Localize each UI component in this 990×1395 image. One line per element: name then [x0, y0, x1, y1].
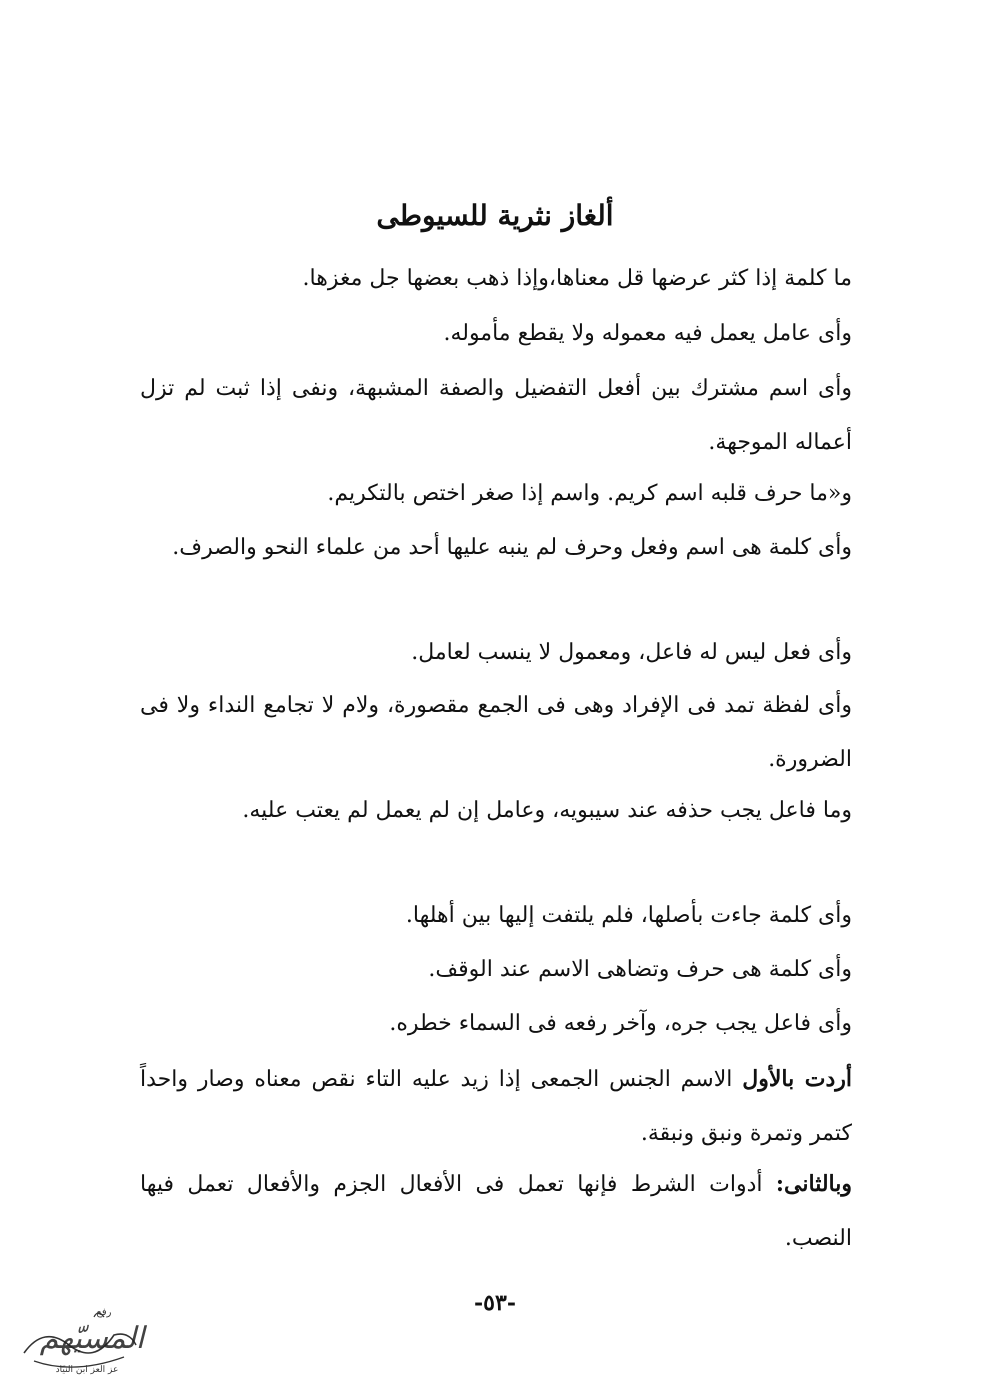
paragraph-7: وأى لفظة تمد فى الإفراد وهى فى الجمع مقصورة، ولام لا تجامع النداء ولا فى الضرورة.	[140, 693, 852, 772]
paragraph-1: ما كلمة إذا كثر عرضها قل معناها،وإذا ذهب بعضها جل مغزها.	[302, 266, 852, 291]
paragraph-12-lead: أردت بالأول	[742, 1066, 852, 1092]
page-number: -٥٣-	[474, 1290, 516, 1316]
paragraph-12-body: الاسم الجنس الجمعى إذا زيد عليه التاء نقص معناه وصار واحداً كتمر وتمرة ونبق ونبقة.	[140, 1067, 852, 1146]
paragraph-2: وأى عامل يعمل فيه معموله ولا يقطع مأموله.	[443, 321, 852, 346]
paragraph-13-lead: وبالثانى:	[775, 1171, 852, 1197]
page-title: ألغاز نثرية للسيوطى	[376, 199, 614, 232]
paragraph-13	[140, 1157, 852, 1266]
paragraph-12	[140, 1052, 852, 1161]
paragraph-3: وأى اسم مشترك بين أفعل التفضيل والصفة المشبهة، ونفى إذا ثبت لم تزل أعماله الموجهة.	[140, 376, 852, 455]
watermark-top-text: رفع	[96, 1307, 112, 1318]
paragraph-4: و«ما حرف قلبه اسم كريم. واسم إذا صغر اختص بالتكريم.	[327, 481, 852, 506]
watermark-logo	[14, 1305, 144, 1385]
paragraph-11: وأى فاعل يجب جره، وآخر رفعه فى السماء خطره.	[389, 1011, 852, 1036]
watermark-main-text: المسيّهم	[39, 1321, 145, 1356]
paragraph-8: وما فاعل يجب حذفه عند سيبويه، وعامل إن لم يعمل لم يعتب عليه.	[242, 798, 852, 823]
paragraph-6: وأى فعل ليس له فاعل، ومعمول لا ينسب لعامل.	[411, 640, 852, 665]
watermark-sub-text: عز العز ابن النيّاد	[55, 1365, 119, 1375]
paragraph-10: وأى كلمة هى حرف وتضاهى الاسم عند الوقف.	[428, 957, 852, 982]
paragraph-9: وأى كلمة جاءت بأصلها، فلم يلتفت إليها بين أهلها.	[405, 903, 852, 928]
paragraph-5: وأى كلمة هى اسم وفعل وحرف لم ينبه عليها أحد من علماء النحو والصرف.	[172, 535, 852, 560]
paragraph-13-body: أدوات الشرط فإنها تعمل فى الأفعال الجزم والأفعال تعمل فيها النصب.	[140, 1172, 852, 1251]
